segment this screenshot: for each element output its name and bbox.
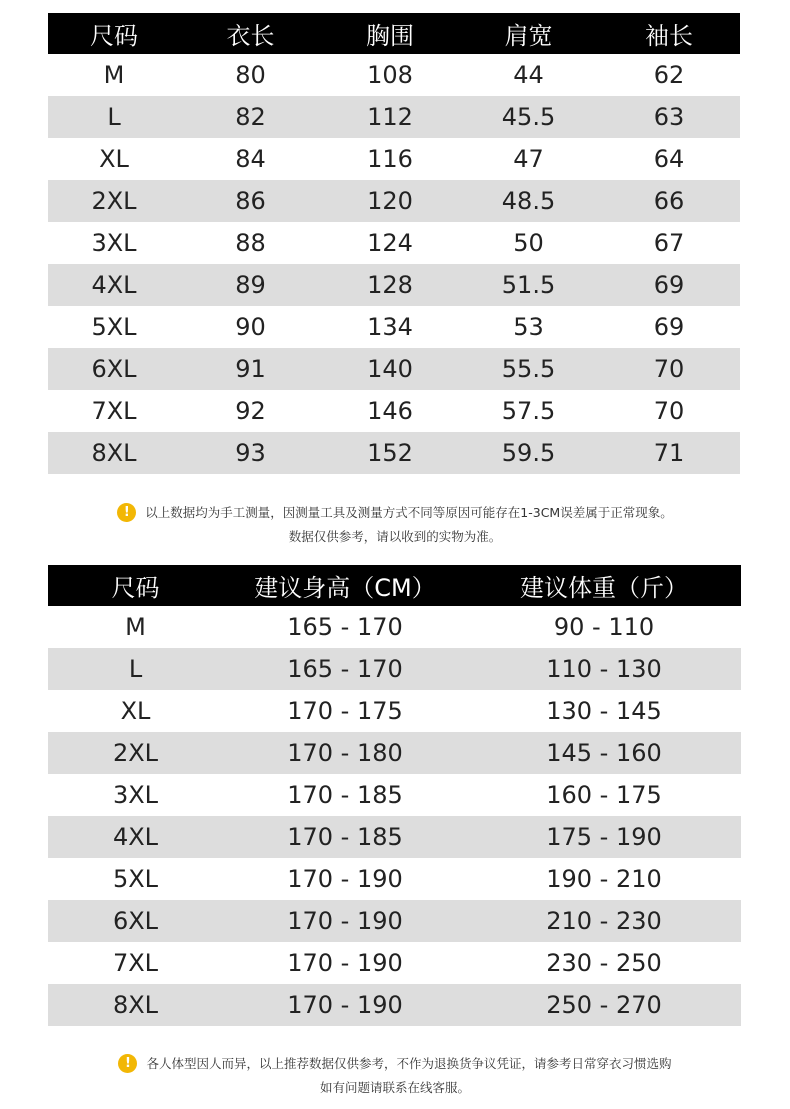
cell-weight: 145 - 160: [467, 732, 741, 774]
cell-shoulder: 57.5: [501, 397, 556, 425]
cell-size: L: [48, 648, 223, 690]
header-chest: 胸围: [321, 13, 459, 54]
cell-length: 92: [235, 397, 266, 425]
cell-size: 3XL: [112, 781, 159, 809]
cell-height: 165 - 170: [287, 613, 403, 641]
header-weight: 建议体重（斤）: [467, 565, 741, 606]
cell-chest: 120: [321, 180, 459, 222]
cell-size: 2XL: [48, 732, 223, 774]
cell-size: 4XL: [48, 816, 223, 858]
cell-height: 170 - 190: [287, 865, 403, 893]
header-length: 衣长: [180, 13, 321, 54]
cell-weight: 130 - 145: [546, 697, 662, 725]
cell-sleeve: 62: [653, 61, 685, 89]
cell-chest: 124: [367, 229, 413, 257]
table-header-row: [48, 13, 740, 54]
cell-sleeve: 64: [653, 145, 685, 173]
cell-weight: 110 - 130: [467, 648, 741, 690]
table-row: [48, 54, 740, 96]
cell-shoulder: 45.5: [459, 96, 598, 138]
cell-shoulder: 55.5: [459, 348, 598, 390]
warning-icon: !: [117, 503, 136, 522]
cell-chest: 146: [367, 397, 413, 425]
table-row: [48, 816, 741, 858]
disclaimer-text-1: 以上数据均为手工测量，因测量工具及测量方式不同等原因可能存在1-3CM误差属于正常现象。: [145, 505, 673, 520]
cell-size: M: [103, 61, 125, 89]
header-shoulder: 肩宽: [459, 13, 598, 54]
cell-size: XL: [99, 145, 129, 173]
cell-height: 170 - 180: [223, 732, 467, 774]
cell-weight: 230 - 250: [546, 949, 662, 977]
table-row: [48, 690, 741, 732]
cell-size: 2XL: [48, 180, 180, 222]
disclaimer-line-1: [0, 1052, 790, 1076]
cell-size: M: [125, 613, 146, 641]
cell-height: 170 - 175: [287, 697, 403, 725]
header-height: 建议身高（CM）: [223, 565, 467, 606]
measurement-disclaimer: [0, 501, 790, 549]
cell-height: 170 - 185: [287, 781, 403, 809]
table-row: [48, 306, 740, 348]
cell-length: 80: [235, 61, 266, 89]
table-row: [48, 774, 741, 816]
table-row: [48, 732, 741, 774]
table-header-row: [48, 565, 741, 606]
cell-length: 91: [180, 348, 321, 390]
cell-length: 90: [235, 313, 266, 341]
cell-height: 165 - 170: [223, 648, 467, 690]
table-row: [48, 390, 740, 432]
cell-height: 170 - 190: [223, 984, 467, 1026]
cell-length: 93: [180, 432, 321, 474]
cell-weight: 210 - 230: [467, 900, 741, 942]
table-row: [48, 180, 740, 222]
cell-size: 8XL: [48, 432, 180, 474]
cell-shoulder: 59.5: [459, 432, 598, 474]
cell-chest: 112: [321, 96, 459, 138]
cell-weight: 160 - 175: [546, 781, 662, 809]
cell-size: 4XL: [48, 264, 180, 306]
cell-weight: 190 - 210: [546, 865, 662, 893]
disclaimer-text-2: 如有问题请联系在线客服。: [319, 1080, 470, 1095]
cell-size: XL: [120, 697, 151, 725]
header-size: 尺码: [48, 565, 223, 606]
cell-length: 84: [235, 145, 266, 173]
table-row: [48, 264, 740, 306]
cell-weight: 250 - 270: [467, 984, 741, 1026]
header-sleeve: 袖长: [598, 13, 740, 54]
cell-size: 5XL: [112, 865, 159, 893]
header-size: 尺码: [48, 13, 180, 54]
table-row: [48, 858, 741, 900]
cell-length: 82: [180, 96, 321, 138]
table-row: [48, 348, 740, 390]
cell-sleeve: 70: [598, 348, 740, 390]
table-row: [48, 222, 740, 264]
table-row: [48, 432, 740, 474]
cell-shoulder: 51.5: [459, 264, 598, 306]
cell-sleeve: 71: [598, 432, 740, 474]
table-row: [48, 942, 741, 984]
cell-size: 3XL: [91, 229, 137, 257]
cell-size: 5XL: [91, 313, 137, 341]
cell-weight: 175 - 190: [467, 816, 741, 858]
cell-weight: 90 - 110: [553, 613, 655, 641]
disclaimer-text-2: 数据仅供参考，请以收到的实物为准。: [288, 529, 502, 544]
table-row: [48, 138, 740, 180]
cell-shoulder: 50: [513, 229, 544, 257]
disclaimer-line-1: [0, 501, 790, 525]
cell-sleeve: 67: [653, 229, 685, 257]
cell-size: 7XL: [112, 949, 159, 977]
cell-height: 170 - 190: [223, 900, 467, 942]
table-row: [48, 900, 741, 942]
warning-icon: !: [118, 1054, 137, 1073]
cell-chest: 134: [367, 313, 413, 341]
cell-length: 86: [180, 180, 321, 222]
cell-length: 88: [235, 229, 266, 257]
size-recommendation-table: [48, 565, 741, 1026]
cell-sleeve: 69: [653, 313, 685, 341]
recommendation-disclaimer: [0, 1052, 790, 1100]
cell-chest: 152: [321, 432, 459, 474]
cell-sleeve: 69: [598, 264, 740, 306]
cell-sleeve: 66: [598, 180, 740, 222]
cell-shoulder: 48.5: [459, 180, 598, 222]
cell-size: 7XL: [91, 397, 137, 425]
cell-sleeve: 70: [653, 397, 685, 425]
cell-size: 6XL: [48, 900, 223, 942]
cell-sleeve: 63: [598, 96, 740, 138]
cell-chest: 128: [321, 264, 459, 306]
table-row: [48, 606, 741, 648]
cell-length: 89: [180, 264, 321, 306]
size-measurement-table: [48, 13, 740, 474]
cell-chest: 108: [367, 61, 413, 89]
disclaimer-text-1: 各人体型因人而异，以上推荐数据仅供参考，不作为退换货争议凭证，请参考日常穿衣习惯选购: [146, 1056, 672, 1071]
cell-height: 170 - 190: [287, 949, 403, 977]
cell-size: L: [48, 96, 180, 138]
cell-shoulder: 44: [513, 61, 544, 89]
cell-shoulder: 53: [513, 313, 544, 341]
cell-size: 6XL: [48, 348, 180, 390]
cell-chest: 140: [321, 348, 459, 390]
cell-size: 8XL: [48, 984, 223, 1026]
table-row: [48, 648, 741, 690]
cell-chest: 116: [367, 145, 413, 173]
table-row: [48, 984, 741, 1026]
cell-height: 170 - 185: [223, 816, 467, 858]
table-row: [48, 96, 740, 138]
cell-shoulder: 47: [513, 145, 544, 173]
